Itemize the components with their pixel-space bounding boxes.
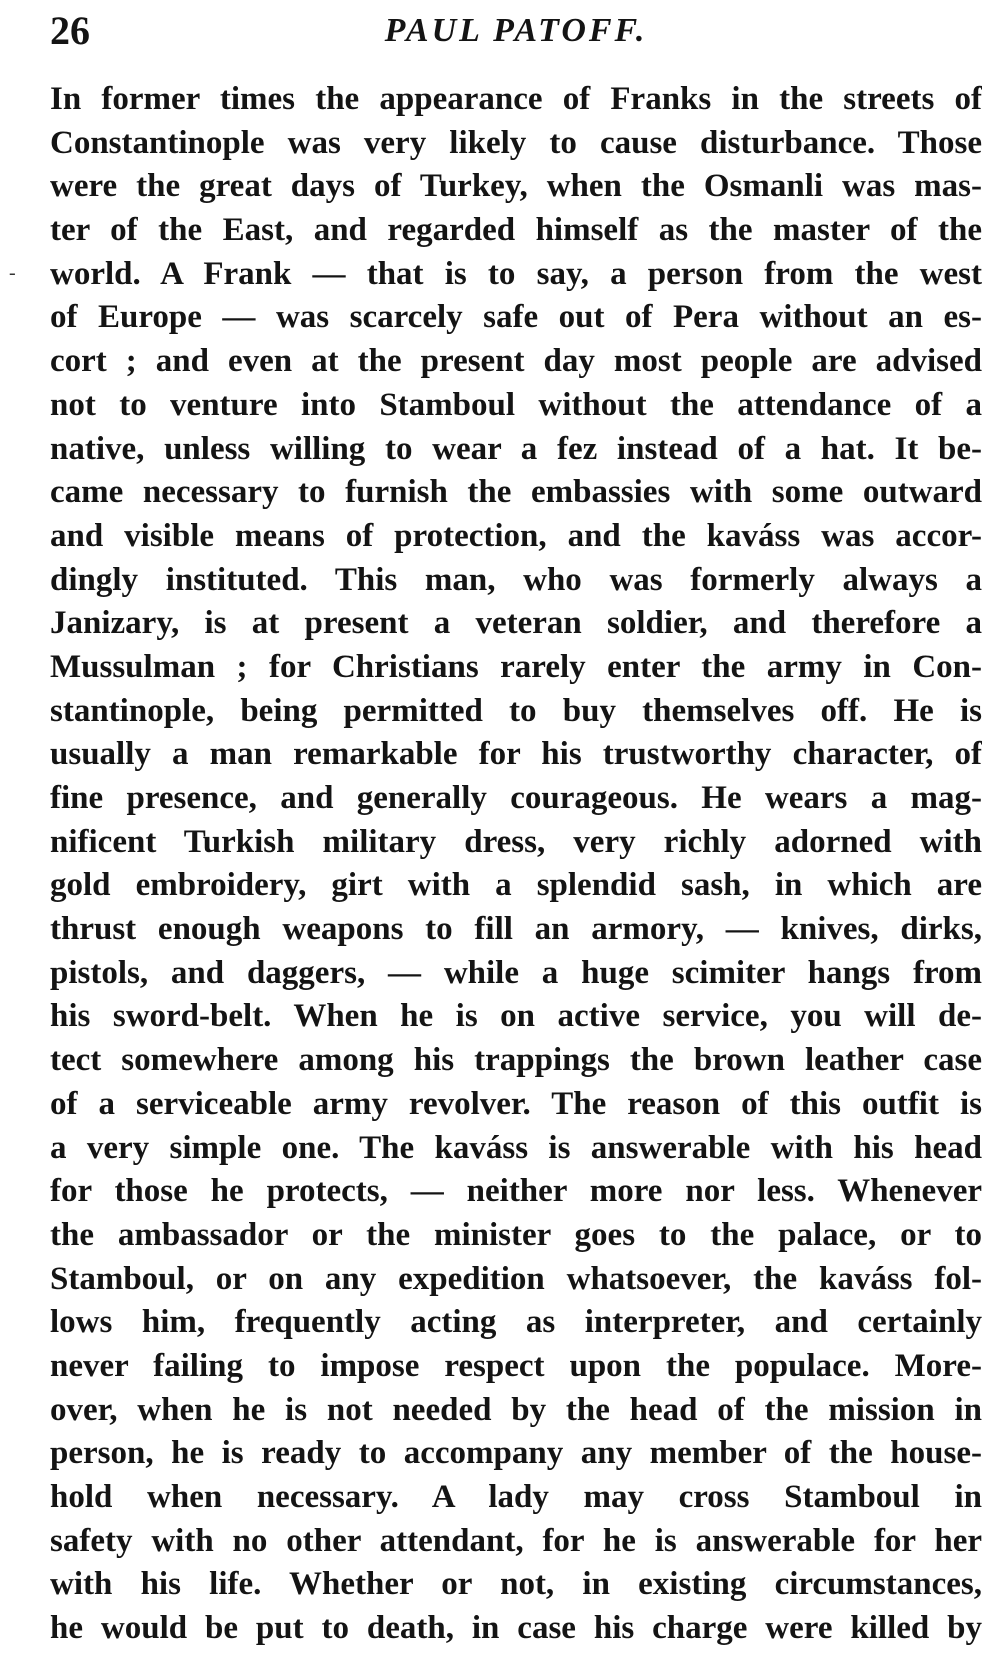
text-line: with his life. Whether or not, in existing circumstances, bbox=[50, 1566, 982, 1603]
text-line: Janizary, is at present a veteran soldier, and therefore a bbox=[50, 605, 982, 642]
margin-mark: - bbox=[9, 262, 16, 284]
text-line: hold when necessary. A lady may cross Stamboul in bbox=[50, 1479, 982, 1515]
text-line: the ambassador or the minister goes to the palace, or to bbox=[50, 1216, 982, 1253]
text-line: cort ; and even at the present day most people are advised bbox=[50, 343, 982, 380]
page-number: 26 bbox=[50, 8, 90, 53]
text-line: usually a man remarkable for his trustworthy character, of bbox=[50, 736, 982, 773]
text-line: a very simple one. The kaváss is answerable with his head bbox=[50, 1129, 982, 1166]
text-line: for those he protects, — neither more nor less. Whenever bbox=[50, 1173, 982, 1210]
text-line: native, unless willing to wear a fez instead of a hat. It be- bbox=[50, 430, 982, 467]
text-line: lows him, frequently acting as interpreter, and certainly bbox=[50, 1304, 982, 1341]
text-line: pistols, and daggers, — while a huge scimiter hangs from bbox=[50, 954, 982, 991]
text-line: of a serviceable army revolver. The reason of this outfit is bbox=[50, 1085, 982, 1122]
text-line: over, when he is not needed by the head of the mission in bbox=[50, 1391, 982, 1428]
text-line: In former times the appearance of Franks in the streets of bbox=[50, 81, 982, 117]
text-line: not to venture into Stamboul without the attendance of a bbox=[50, 386, 982, 423]
text-line: were the great days of Turkey, when the Osmanli was mas- bbox=[50, 168, 982, 205]
text-line: his sword-belt. When he is on active service, you will de- bbox=[50, 998, 982, 1035]
text-line: person, he is ready to accompany any member of the house- bbox=[50, 1435, 982, 1472]
running-title: PAUL PATOFF. bbox=[384, 12, 648, 49]
text-line: gold embroidery, girt with a splendid sash, in which are bbox=[50, 867, 982, 904]
text-line: and visible means of protection, and the kaváss was accor- bbox=[50, 517, 982, 554]
text-line: fine presence, and generally courageous. He wears a mag- bbox=[50, 780, 982, 816]
body-text bbox=[50, 78, 982, 1651]
text-line: Mussulman ; for Christians rarely enter the army in Con- bbox=[50, 648, 982, 685]
text-line: Stamboul, or on any expedition whatsoever, the kaváss fol- bbox=[50, 1260, 982, 1297]
text-line: tect somewhere among his trappings the brown leather case bbox=[50, 1042, 982, 1079]
text-line: never failing to impose respect upon the populace. More- bbox=[50, 1347, 982, 1384]
text-line: safety with no other attendant, for he is answerable for her bbox=[50, 1522, 982, 1559]
text-line: ter of the East, and regarded himself as the master of the bbox=[50, 212, 982, 249]
text-line: he would be put to death, in case his charge were killed by bbox=[50, 1610, 982, 1647]
text-line: nificent Turkish military dress, very richly adorned with bbox=[50, 823, 982, 860]
text-line: of Europe — was scarcely safe out of Pera without an es- bbox=[50, 299, 982, 336]
text-line: dingly instituted. This man, who was formerly always a bbox=[50, 561, 982, 598]
text-line: thrust enough weapons to fill an armory, — knives, dirks, bbox=[50, 911, 982, 948]
page-header bbox=[50, 6, 982, 56]
text-line: stantinople, being permitted to buy themselves off. He is bbox=[50, 692, 982, 729]
text-line: Constantinople was very likely to cause disturbance. Those bbox=[50, 124, 982, 161]
text-line: came necessary to furnish the embassies with some outward bbox=[50, 474, 982, 511]
text-line: world. A Frank — that is to say, a person from the west bbox=[50, 255, 982, 292]
